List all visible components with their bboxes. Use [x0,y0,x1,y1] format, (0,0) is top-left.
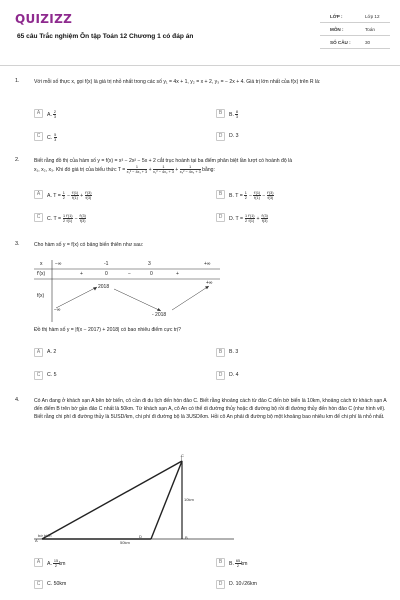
meta-row-grade [320,10,390,23]
question-number: 2. [15,157,20,163]
question-number: 1. [15,78,20,84]
option-letter: D [216,580,225,589]
f-value: - 2018 [152,312,167,318]
option-b[interactable]: B B. $\frac{8}{3}$ [216,108,396,120]
header-divider [0,65,400,66]
option-letter: A [34,558,43,567]
option-letter: A [34,190,43,199]
option-letter: B [216,348,225,357]
fraction: $\frac{5}{3}$ [54,133,57,142]
bc-distance-label: 10km [184,497,194,502]
option-d[interactable]: D D. 10√26km [216,579,396,591]
option-b[interactable]: B B. 3 [216,347,396,359]
question-number: 3. [15,241,20,247]
fraction: $\frac{1}{\text{x₁² − 4x₁ + 3}}$ [126,165,148,175]
variation-table-grid [34,260,220,322]
option-letter: C [34,580,43,589]
fp-sign: + [176,271,179,277]
option-c[interactable]: C C. 50km [34,579,214,591]
question-text: Biết rằng đồ thị của hàm số y = f(x) = x³ − 2x² − 5x + 2 cắt trục hoành tại ba điểm phân biệt lần lượt có hoành độ là x₁, x₂, x₃. Khi đó giá trị của biểu thức T = $\frac{1}{\text{x₁² − 4x₁ + 3}}$ + $\frac{1}{\text{x₂² − 4x₂ + 3}}$ + $\frac{1}{\text{x₃² − 4x₃ + 3}}$ bằng: [34,158,293,175]
x-value: -1 [104,261,109,267]
meta-row-count [320,36,390,49]
meta-value: Toán [365,27,375,32]
document-title: 65 câu Trắc nghiệm Ôn tập Toán 12 Chương 1 có đáp án [17,33,194,40]
option-c[interactable]: C C. T = $\frac{1}{2}$ $\frac{f'(1)}{f(1)}$ − $\frac{f'(3)}{f(3)}$ [34,212,214,224]
meta-value: Lớp 12 [365,14,380,19]
fraction: $\frac{1}{\text{x₃² − 4x₃ + 3}}$ [179,165,201,175]
arrow-up-2 [172,286,209,310]
f-label: f(x) [37,293,45,299]
x-label: x [40,261,43,267]
meta-key: MÔN : [330,27,344,32]
option-letter: A [34,348,43,357]
option-letter: B [216,558,225,567]
question-text: Có An đang ở khách sạn A bên bờ biển, cô cần đi du lịch đến hòn đảo C. Biết rằng khoảng cách từ đảo C đến bờ biển là 10km, khoảng cách từ khách sạn A đến điểm B trên bờ gần đảo C nhất là 50km. Từ khách sạn A, cô An có thể di đường thủy hoặc đi đường bộ rồi đi đường thủy đến hòn đảo C (như hình vẽ). Biết rằng chi phí đi đường thủy là 5USD/km, chi phí đi đường bộ là 3USD/km. Hỏi cô An phải đi đường bộ một khoảng bao nhiêu km để chi phí là nhỏ nhất. [34,398,387,421]
fprime-label: f'(x) [37,271,46,277]
f-value: 2018 [98,284,110,290]
meta-key: SỐ CÂU : [330,40,351,45]
meta-row-subject [320,23,390,36]
option-a[interactable]: A A. T = $\frac{1}{2}$ − $\frac{f'(1)}{f(1)}$ + $\frac{f'(3)}{f(3)}$ [34,189,214,201]
option-letter: D [216,371,225,380]
point-a-label: A [35,538,38,543]
meta-box [320,10,390,49]
arrow-up-1 [56,287,97,308]
option-d[interactable]: D D. 3 [216,131,396,143]
option-c[interactable]: C C. $\frac{5}{3}$ [34,131,214,143]
question-number: 4. [15,397,20,403]
page-header [0,0,400,64]
f-value: +∞ [206,280,213,286]
question-intro: Cho hàm số y = f(x) có bảng biến thiên như sau: [34,242,144,248]
f-value: −∞ [54,307,61,313]
fraction: $\frac{2}{3}$ [53,110,56,119]
x-value: −∞ [55,261,62,267]
fp-sign: + [80,271,83,277]
fp-sign: 0 [150,271,153,277]
option-b[interactable]: B B. $\frac{65}{2}$ km [216,557,396,569]
meta-value: 30 [365,40,371,45]
point-b-label: B [185,535,188,540]
option-letter: B [216,190,225,199]
x-value: 3 [148,261,151,267]
shore-label: bờ biển [38,533,52,538]
option-a[interactable]: A A. $\frac{2}{3}$ [34,108,214,120]
fraction: $\frac{1}{\text{x₂² − 4x₂ + 3}}$ [153,165,174,175]
geometry-figure [34,450,234,550]
option-a[interactable]: A A. 2 [34,347,214,359]
fp-sign: − [128,271,131,277]
option-letter: C [34,371,43,380]
segment-dc [151,461,182,539]
triangle-diagram [34,450,234,550]
ab-distance-label: 50km [120,540,130,545]
fp-sign: 0 [105,271,108,277]
option-b[interactable]: B B. T = $\frac{1}{2}$ − $\frac{f'(1)}{f(1)}$ − $\frac{f'(3)}{f(3)}$ [216,189,396,201]
question-text: Với mỗi số thực x, gọi f(x) là giá trị nhỏ nhất trong các số y₁ = 4x + 1, y₂ = x + 2, y₃ = − 2x + 4. Giá trị lớn nhất của f(x) trên R là: [34,79,321,85]
option-d[interactable]: D D. 4 [216,370,396,382]
x-value: +∞ [204,261,211,267]
segment-ac [42,461,182,539]
option-letter: B [216,109,225,118]
question-text: Đồ thị hàm số y = |f(x − 2017) + 2018| có bao nhiêu điểm cực trị? [34,327,181,333]
fraction: $\frac{8}{3}$ [235,110,238,119]
option-letter: A [34,109,43,118]
meta-key: LỚP : [330,14,343,19]
point-c-label: C [181,453,184,458]
option-c[interactable]: C C. 5 [34,370,214,382]
point-d-label: D [139,534,142,539]
option-letter: D [216,132,225,141]
arrow-down [114,289,161,311]
quizizz-logo: QUIZIZZ [15,12,73,26]
option-letter: D [216,213,225,222]
option-d[interactable]: D D. T = $\frac{1}{2}$ $\frac{f'(1)}{f(1)}$ + $\frac{f'(3)}{f(3)}$ [216,212,396,224]
option-letter: C [34,213,43,222]
option-a[interactable]: A A. $\frac{15}{2}$ km [34,557,214,569]
variation-table [34,260,220,322]
option-letter: C [34,132,43,141]
